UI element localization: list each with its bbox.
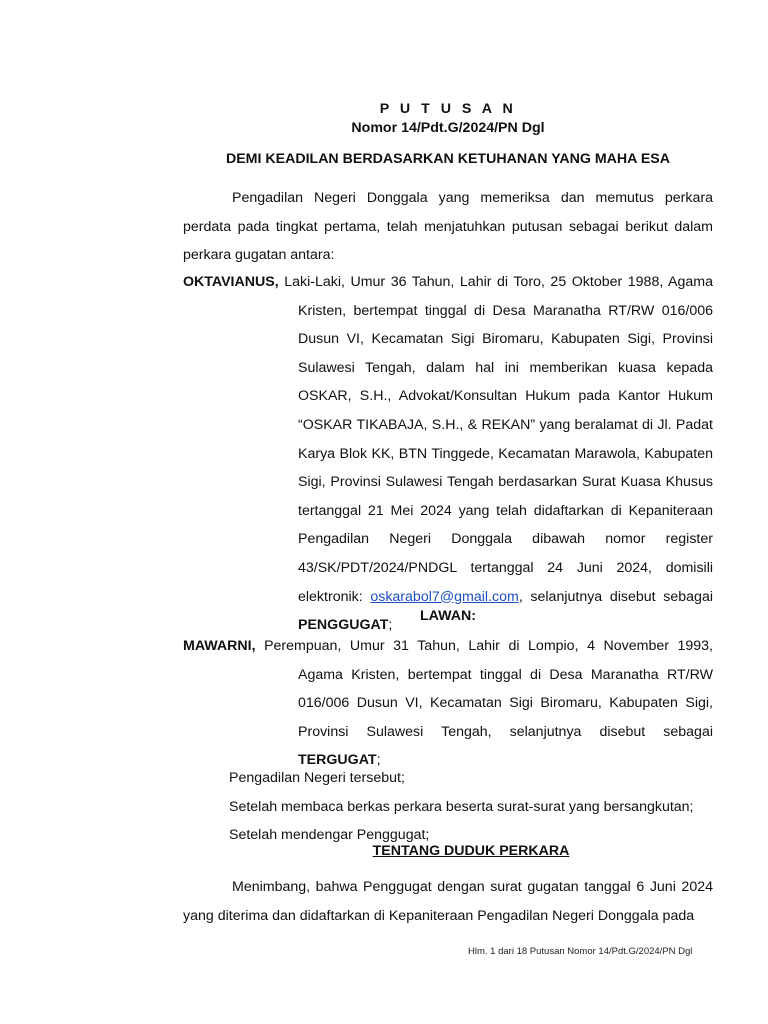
body-text: Menimbang, bahwa Penggugat dengan surat gugatan tanggal 6 Juni 2024 yang diterima dan didaftarkan di Kepaniteraan Pengadilan Negeri Donggala pada — [183, 879, 713, 924]
plaintiff-block — [183, 268, 713, 640]
defendant-role-suffix: ; — [376, 752, 381, 769]
defendant-details — [298, 661, 713, 775]
plaintiff-email-link[interactable]: oskarabol7@gmail.com — [370, 588, 519, 605]
body-paragraph — [183, 873, 713, 930]
plaintiff-role-suffix: ; — [388, 617, 393, 634]
plaintiff-first-line-text: Laki-Laki, Umur 36 Tahun, Lahir di Toro, 25 Oktober 1988, Agama — [284, 274, 713, 290]
note-item: Setelah membaca berkas perkara beserta surat-surat yang bersangkutan; — [229, 798, 694, 815]
procedural-notes — [229, 764, 694, 850]
page-footer: Hlm. 1 dari 18 Putusan Nomor 14/Pdt.G/2024/PN Dgl — [468, 946, 693, 957]
plaintiff-name: OKTAVIANUS, — [183, 274, 279, 290]
case-number: Nomor 14/Pdt.G/2024/PN Dgl — [351, 120, 545, 136]
plaintiff-details — [298, 297, 713, 640]
document-title: P U T U S A N — [379, 101, 517, 117]
invocation-heading: DEMI KEADILAN BERDASARKAN KETUHANAN YANG MAHA ESA — [225, 151, 671, 167]
intro-paragraph — [183, 184, 713, 270]
versus-heading: LAWAN: — [420, 608, 476, 624]
defendant-block — [183, 632, 713, 775]
defendant-first-line — [183, 632, 713, 661]
plaintiff-after-email: , selanjutnya disebut sebagai — [518, 588, 713, 605]
note-item: Setelah mendengar Penggugat; — [229, 827, 430, 844]
plaintiff-role: PENGGUGAT — [298, 617, 389, 634]
note-item: Pengadilan Negeri tersebut; — [229, 770, 405, 786]
intro-text: Pengadilan Negeri Donggala yang memeriksa dan memutus perkara perdata pada tingkat pertama, telah menjatuhkan putusan sebagai berikut dalam perkara gugatan antara: — [183, 190, 713, 264]
section-heading: TENTANG DUDUK PERKARA — [372, 843, 570, 859]
defendant-name: MAWARNI, — [183, 638, 256, 654]
defendant-first-line-text: Perempuan, Umur 31 Tahun, Lahir di Lompio, 4 November 1993, — [264, 638, 714, 654]
defendant-role: TERGUGAT — [298, 752, 377, 769]
plaintiff-details-text: Kristen, bertempat tinggal di Desa Maranatha RT/RW 016/006 Dusun VI, Kecamatan Sigi Biromaru, Kabupaten Sigi, Provinsi Sulawesi Tengah, dalam hal ini memberikan kuasa kepada OSKAR, S.H., Advokat/Konsultan Hukum pada Kantor Hukum “OSKAR TIKABAJA, S.H., & REKAN” yang beralamat di Jl. Padat Karya Blok KK, BTN Tinggede, Kecamatan Marawola, Kabupaten Sigi, Provinsi Sulawesi Tengah berdasarkan Surat Kuasa Khusus tertanggal 21 Mei 2024 yang telah didaftarkan di Kepaniteraan Pengadilan Negeri Donggala dibawah nomor register 43/SK/PDT/2024/PNDGL tertanggal 24 Juni 2024, domisili elektronik: — [298, 302, 713, 605]
defendant-details-text: Agama Kristen, bertempat tinggal di Desa Maranatha RT/RW 016/006 Dusun VI, Kecamatan Sigi Biromaru, Kabupaten Sigi, Provinsi Sulawesi Tengah, selanjutnya disebut sebagai — [298, 666, 713, 740]
plaintiff-first-line — [183, 268, 713, 297]
